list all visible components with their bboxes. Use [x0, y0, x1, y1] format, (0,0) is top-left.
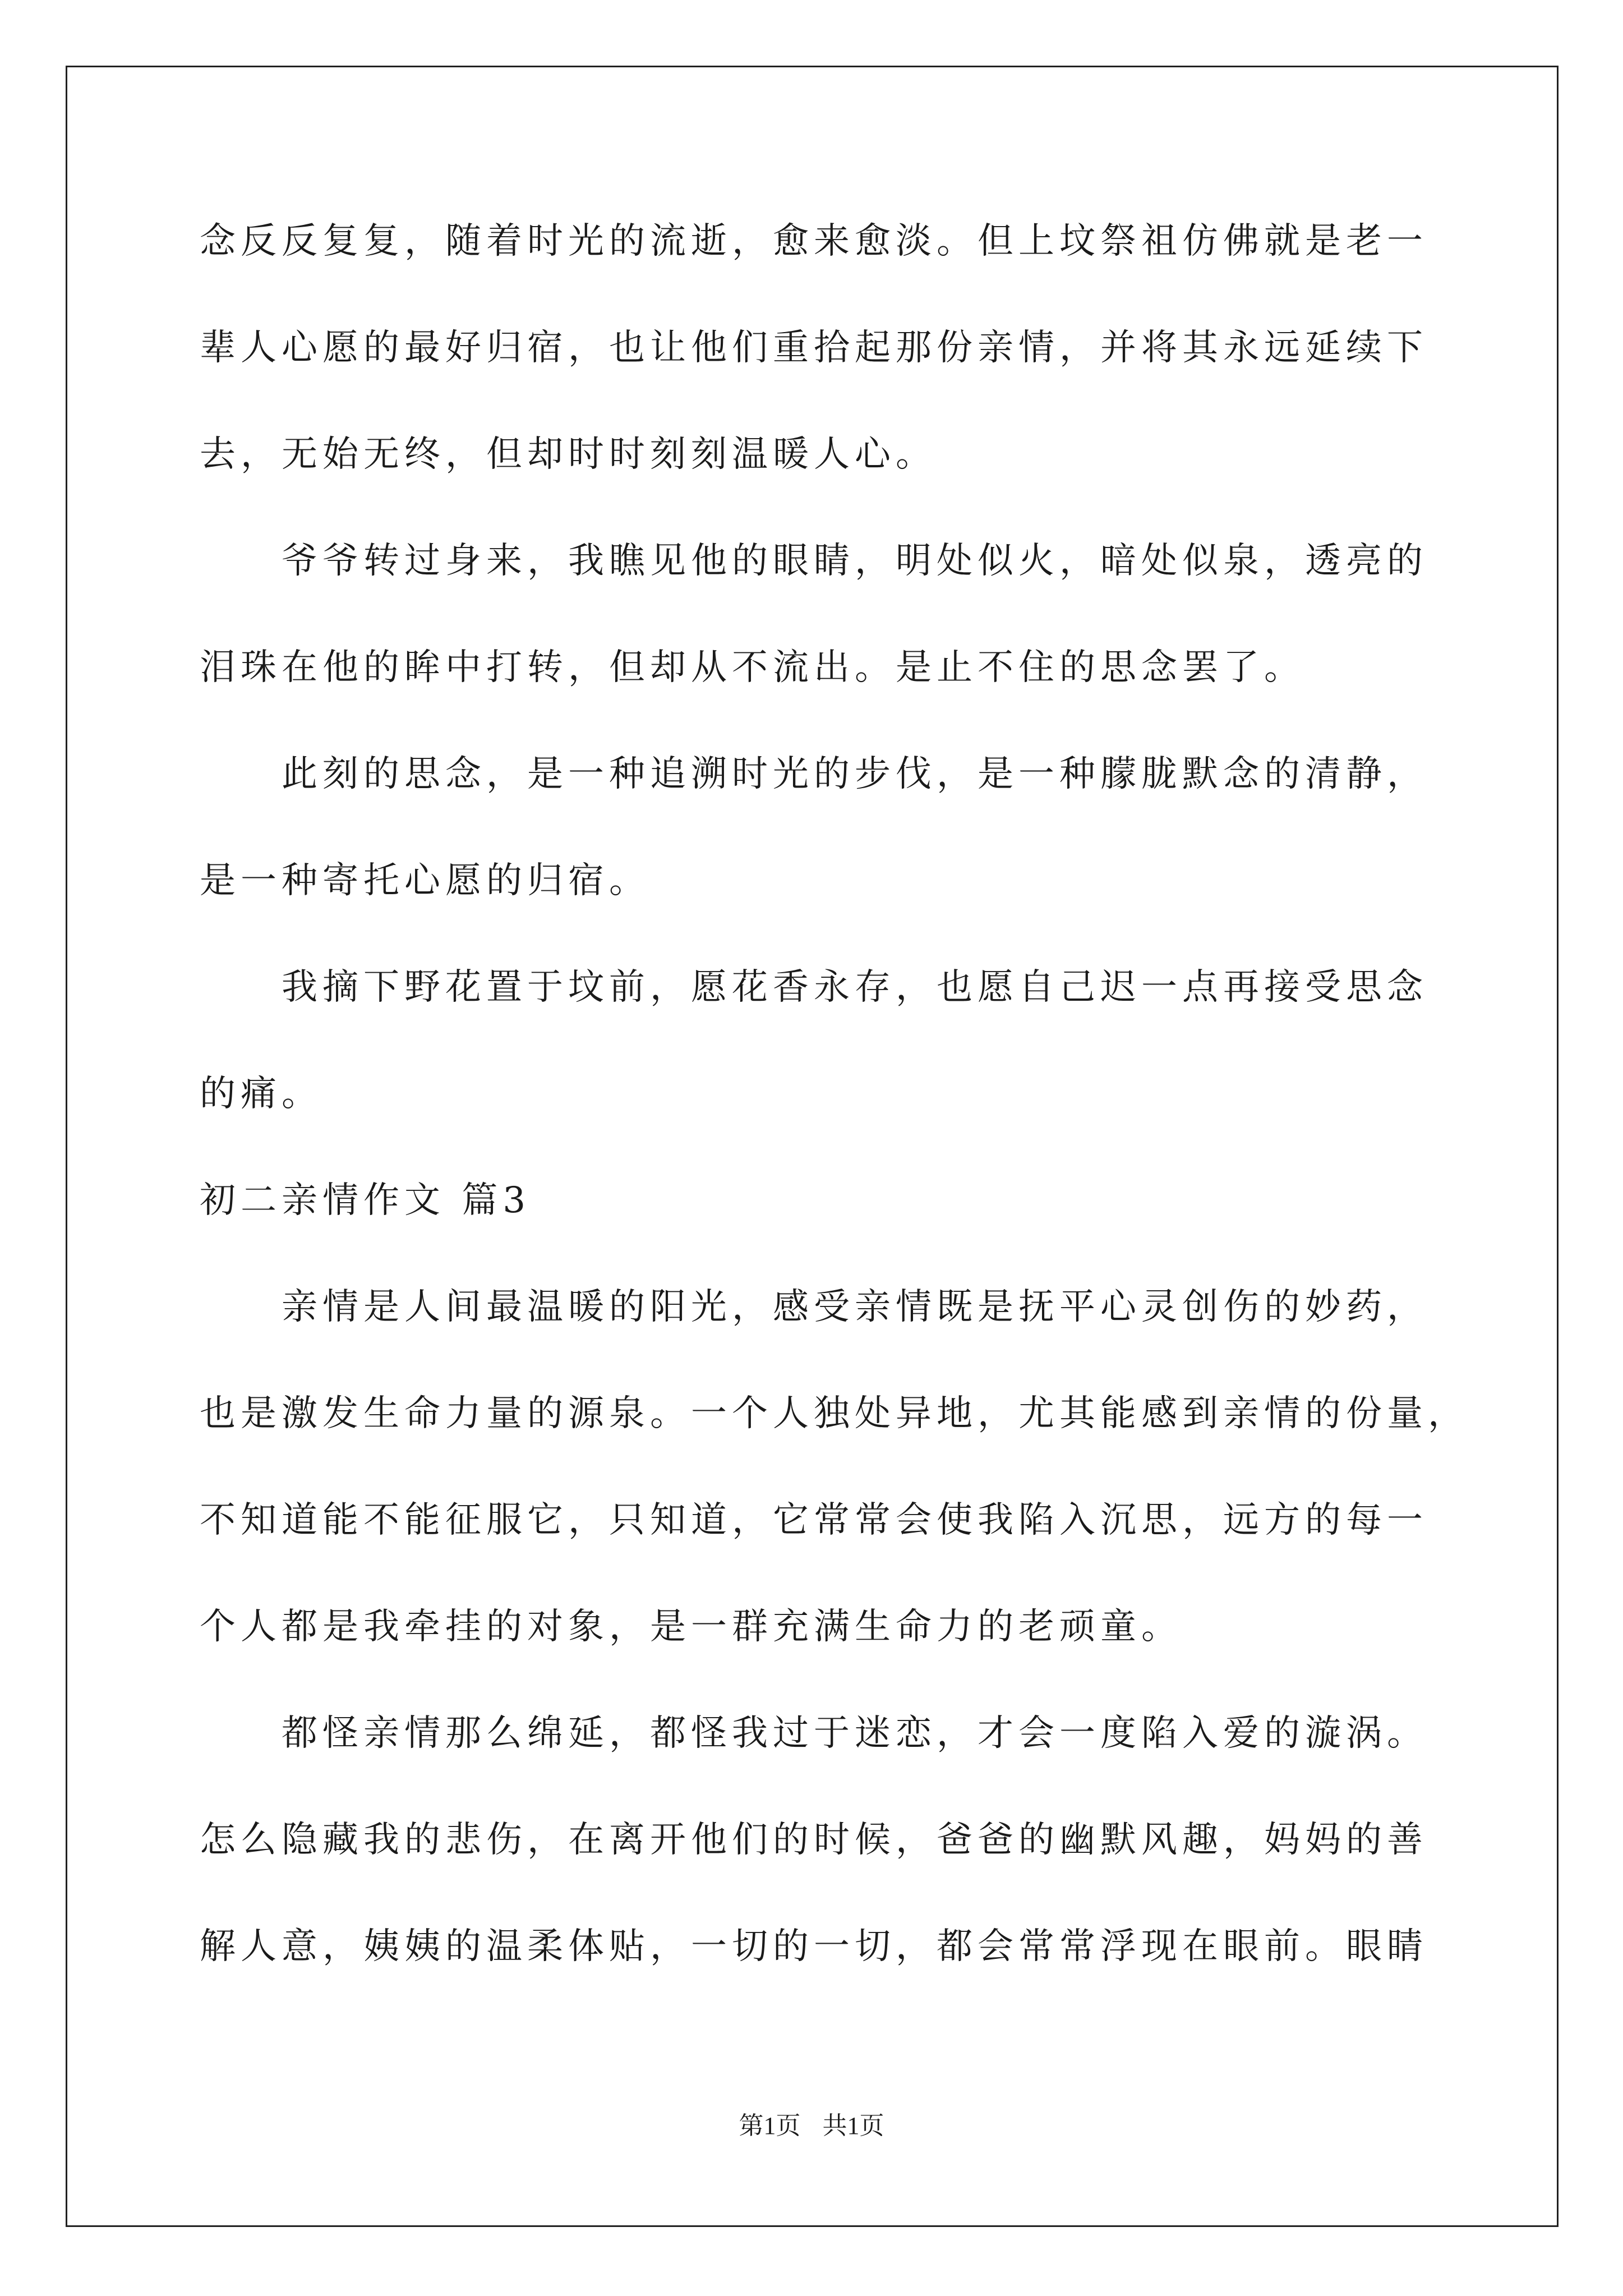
text-line: 解人意，姨姨的温柔体贴，一切的一切，都会常常浮现在眼前。眼睛 [200, 1926, 1428, 1967]
text-line: 是一种寄托心愿的归宿。 [200, 860, 650, 901]
text-line: 泪珠在他的眸中打转，但却从不流出。是止不住的思念罢了。 [200, 647, 1305, 688]
text-line: 不知道能不能征服它，只知道，它常常会使我陷入沉思，远方的每一 [200, 1499, 1428, 1541]
text-line: 的痛。 [200, 1073, 322, 1115]
text-line: 都怪亲情那么绵延，都怪我过于迷恋，才会一度陷入爱的漩涡。 [200, 1713, 1428, 1754]
text-line: 我摘下野花置于坟前，愿花香永存，也愿自己迟一点再接受思念 [200, 967, 1428, 1008]
text-line: 此刻的思念，是一种追溯时光的步伐，是一种朦胧默念的清静， [200, 753, 1428, 795]
page-number: 第1页 [739, 2112, 801, 2139]
text-line: 亲情是人间最温暖的阳光，感受亲情既是抚平心灵创伤的妙药， [200, 1286, 1428, 1328]
text-line: 个人都是我牵挂的对象，是一群充满生命力的老顽童。 [200, 1606, 1182, 1648]
page-border [66, 66, 1559, 2227]
page-total: 共1页 [822, 2112, 884, 2139]
text-line: 去，无始无终，但却时时刻刻温暖人心。 [200, 434, 937, 475]
text-line: 怎么隐藏我的悲伤，在离开他们的时候，爸爸的幽默风趣，妈妈的善 [200, 1819, 1428, 1861]
text-line: 爷爷转过身来，我瞧见他的眼睛，明处似火，暗处似泉，透亮的 [200, 540, 1428, 582]
page-footer [0, 2109, 1623, 2143]
text-line: 辈人心愿的最好归宿，也让他们重拾起那份亲情，并将其永远延续下 [200, 327, 1428, 369]
section-heading: 初二亲情作文 篇3 [200, 1180, 531, 1221]
text-line: 念反反复复，随着时光的流逝，愈来愈淡。但上坟祭祖仿佛就是老一 [200, 220, 1428, 262]
text-line: 也是激发生命力量的源泉。一个人独处异地，尤其能感到亲情的份量， [200, 1393, 1469, 1434]
